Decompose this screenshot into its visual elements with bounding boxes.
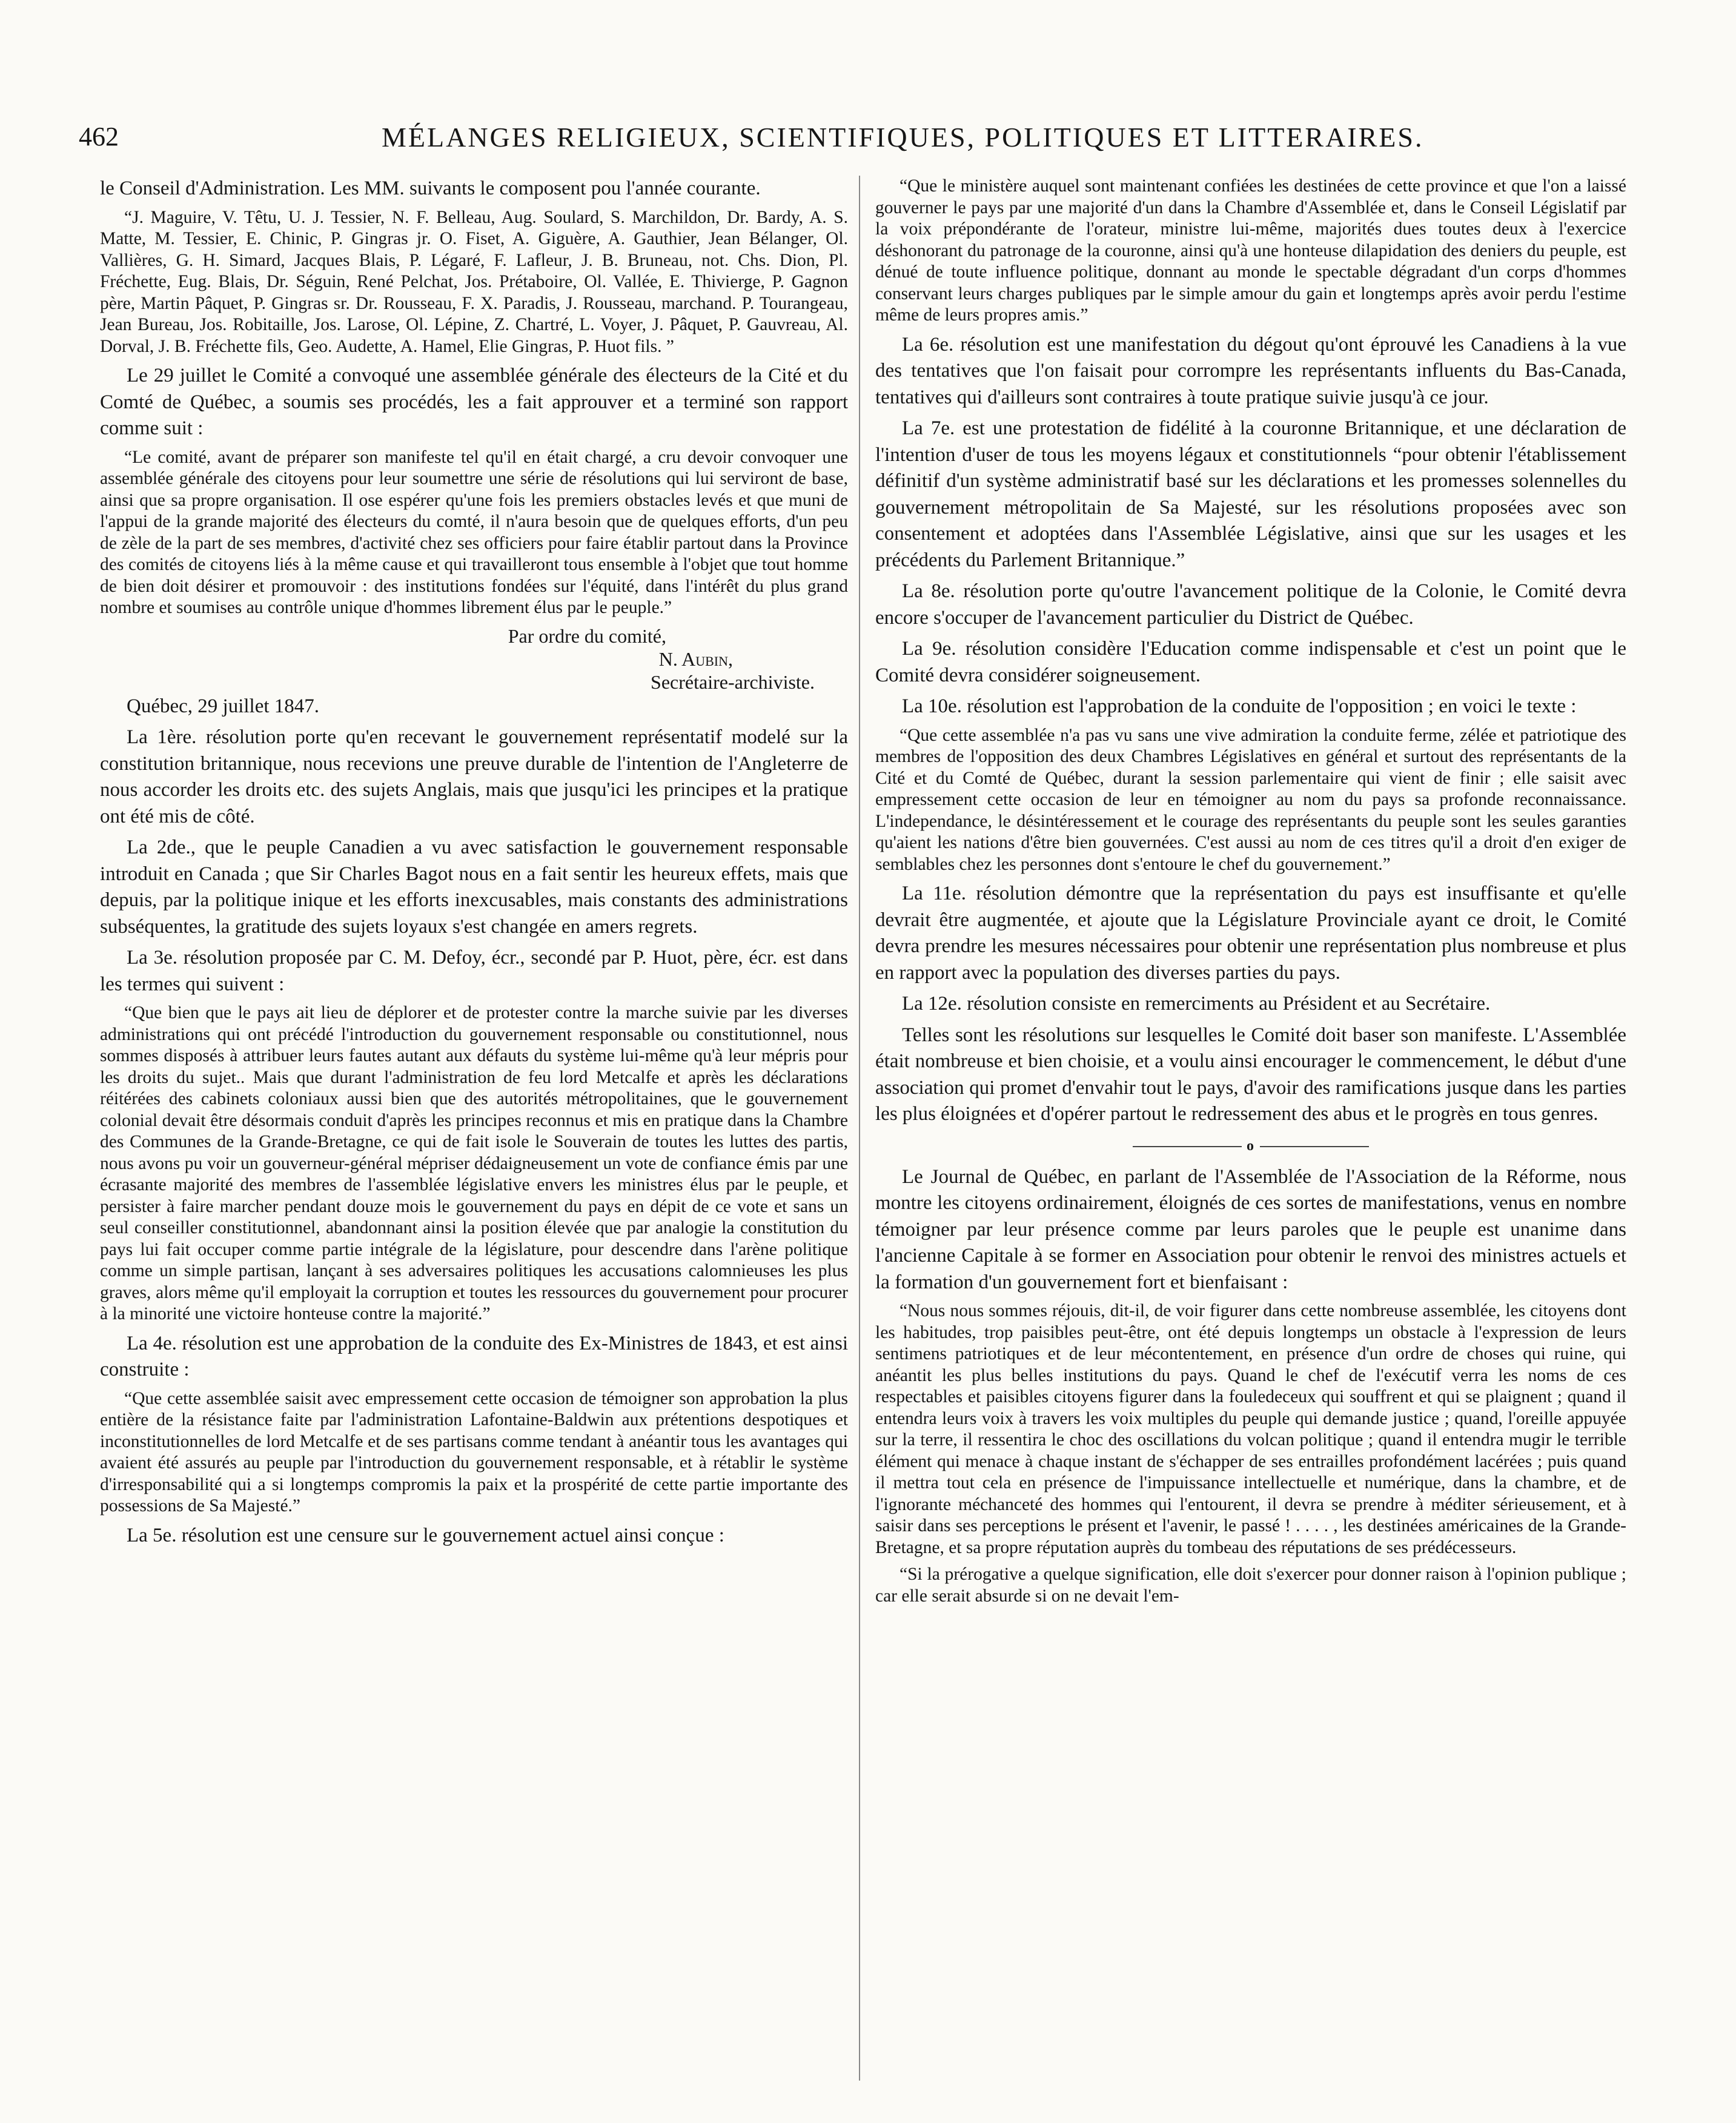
signature-line: Par ordre du comité, [508,624,666,647]
separator-mark: o [1247,1138,1255,1154]
column-divider [859,176,860,2081]
committee-quote: “Le comité, avant de préparer son manifeste tel qu'il en était chargé, a cru devoir convoquer une assemblée générale des citoyens pour leur soumettre une série de résolutions qui lui serviront de base, ainsi que sa propre organisation. Il ose espérer qu'une fois les premiers obstacles levés et que muni de l'appui de la grande majorité des électeurs du comté, il n'aura besoin que de quelques efforts, d'un peu de zèle de la part de ses membres, d'activité chez ses officiers pour faire établir partout dans la Province des comités de citoyens liés à la même cause et qui travailleront tous ensemble à l'objet que tout homme de bien doit désirer et promouvoir : des institutions fondées sur l'équité, dans l'intérêt du plus grand nombre et soumises au contrôle unique d'hommes librement élus par le peuple.” [100,447,848,617]
resolution-quote: “Que le ministère auquel sont maintenant confiées les destinées de cette province et que l'on a laissé gouverner le pays par une majorité d'un dans la Chambre d'Assemblée et, dans le Conseil Législatif par la voix prépondérante de l'orateur, ministre lui-même, majorités dues toutes deux à l'exercice déshonorant du patronage de la couronne, ainsi qu'à une honteuse dilapidation des deniers du peuple, est dénué de toute influence politique, donnant au monde le spectable dégradant d'un corps d'hommes conservant leurs charges publiques par le simple amour du gain et longtemps après avoir perdu l'estime même de leurs propres amis.” [875,176,1626,325]
paragraph: La 10e. résolution est l'approbation de la conduite de l'opposition ; en voici le texte : [902,695,1577,717]
resolution-quote: “Que cette assemblée saisit avec empressement cette occasion de témoigner son approbation la plus entière de la résistance faite par l'administration Lafontaine-Baldwin aux prétentions despotiques et inconstitutionnelles de lord Metcalfe et de ses partisans comme tendant à anéantir tous les avantages qui avaient été assurés au peuple par l'introduction du gouvernement responsable, et à rétablir le système d'irresponsabilité qui a si longtemps compromis la paix et la prospérité de cette partie importante des possessions de Sa Majesté.” [100,1388,848,1515]
paragraph: La 11e. résolution démontre que la représentation du pays est insuffisante et qu'elle devrait être augmentée, et ajoute que la Législature Provinciale ayant ce droit, le Comité devra prendre les mesures nécessaires pour obtenir une représentation plus nombreuse et plus en rapport avec la population des diverses parties du pays. [875,883,1626,984]
page-header [79,121,1617,170]
journal-quote: “Nous nous sommes réjouis, dit-il, de voir figurer dans cette nombreuse assemblée, les citoyens dont les habitudes, trop paisibles peut-être, ont été depuis longtemps un obstacle à l'expression de leurs sentimens patriotiques et de leur mécontentement, en présence d'un ordre de choses qui ruine, qui anéantit les plus belles institutions du pays. Quand le chef de l'exécutif verra les noms de ces respectables et paisibles citoyens figurer dans la fouledeceux qui souffrent et qui se plaignent ; quand il entendra leurs voix à travers les voix multiples du peuple qui demande justice ; quand, l'oreille appuyée sur la terre, il ressentira le choc des oscillations du volcan politique ; quand il entendra mugir le terrible élément qui menace à chaque instant de s'échapper de ses entrailles profondément lacérées ; puis quand il mettra tout cela en présence de l'impuissance intellectuelle et numérique, dans la chambre, et de l'ignorante méchanceté des hommes qui l'entourent, il devra se prendre à méditer sérieusement, et à saisir dans ses perceptions le présent et l'avenir, le passé ! . . . . , les destinées américaines de la Grande-Bretagne, et sa propre réputation auprès du tombeau des réputations de ses prédécesseurs. [875,1301,1626,1557]
section-separator [875,1134,1626,1158]
signature-name: N. Aubin, [658,647,733,670]
paragraph: le Conseil d'Administration. Les MM. suivants le composent pou l'année courante. [100,177,761,199]
paragraph: La 7e. est une protestation de fidélité à la couronne Britannique, et une déclaration de l'intention d'user de tous les moyens légaux et constitutionnels “pour obtenir l'établissement définitif d'un système administratif basé sur les déclarations et les promesses solennelles du gouvernement métropolitain de Sa Majesté, sur les résolutions proposées avec son consentement et adoptées dans l'Assemblée Législative, ainsi que sur les usages et les précédents du Parlement Britannique.” [875,417,1626,571]
member-list-quote: “J. Maguire, V. Têtu, U. J. Tessier, N. F. Belleau, Aug. Soulard, S. Marchildon, Dr. Bardy, A. S. Matte, M. Tessier, E. Chinic, P. Gingras jr. O. Fiset, A. Giguère, A. Gauthier, Jean Bélanger, Ol. Vallières, G. H. Simard, Jacques Blais, P. Légaré, F. Lafleur, J. B. Bruneau, not. Chs. Dion, Pl. Fréchette, Eug. Blais, Dr. Séguin, René Pelchat, Jos. Prétaboire, Ol. Vallée, E. Thivierge, P. Gagnon père, Martin Pâquet, P. Gingras sr. Dr. Rousseau, F. X. Paradis, J. Rousseau, marchand. P. Tourangeau, Jean Bureau, Jos. Robitaille, Jos. Larose, Ol. Lépine, Z. Chartré, L. Voyer, J. Pâquet, P. Gauvreau, Al. Dorval, J. B. Fréchette fils, Geo. Audette, A. Hamel, Elie Gingras, P. Huot fils. ” [100,207,848,356]
paragraph: La 1ère. résolution porte qu'en recevant le gouvernement représentatif modelé sur la constitution britannique, nous recevions une preuve durable de l'intention de l'Angleterre de nous accorder les droits etc. des sujets Anglais, mais que jusqu'ici les principes et la pratique ont été mis de côté. [100,726,848,827]
paragraph: La 5e. résolution est une censure sur le gouvernement actuel ainsi conçue : [127,1524,724,1546]
paragraph: Le Journal de Québec, en parlant de l'Assemblée de l'Association de la Réforme, nous montre les citoyens ordinairement, éloignés de ces sortes de manifestations, venus en nombre témoigner par leur présence comme par leurs paroles que le peuple est unanime dans l'ancienne Capitale à se former en Association pour obtenir le renvoi des ministres actuels et la formation d'un gouvernement fort et bienfaisant : [875,1165,1626,1293]
signature-title: Secrétaire-archiviste. [651,671,815,693]
dateline: Québec, 29 juillet 1847. [127,695,320,717]
running-title: MÉLANGES RELIGIEUX, SCIENTIFIQUES, POLITIQUES ET LITTERAIRES. [382,122,1424,153]
page-number: 462 [79,122,119,151]
journal-quote: “Si la prérogative a quelque signification, elle doit s'exercer pour donner raison à l'opinion publique ; car elle serait absurde si on ne devait l'em- [875,1565,1626,1606]
paragraph: Le 29 juillet le Comité a convoqué une assemblée générale des électeurs de la Cité et du Comté de Québec, a soumis ses procédés, les a fait approuver et a terminé son rapport comme suit : [100,365,848,439]
paragraph: La 8e. résolution porte qu'outre l'avancement politique de la Colonie, le Comité devra encore s'occuper de l'avancement particulier du District de Québec. [875,580,1626,629]
resolution-quote: “Que bien que le pays ait lieu de déplorer et de protester contre la marche suivie par les diverses administrations qui ont précédé l'introduction du gouvernement responsable ou constitutionnel, nous sommes disposés à attribuer leurs fautes autant aux défauts du système lui-même qu'à leur mépris pour les droits du sujet.. Mais que durant l'administration de feu lord Metcalfe et après les déclarations réitérées des cabinets coloniaux aussi bien que des autorités métropolitaines, que le gouvernement colonial devait être désormais conduit d'après les principes reconnus et mis en pratique dans la Chambre des Communes de la Grande-Bretagne, ce qui de fait isole le Souverain de toutes les luttes des partis, nous avons pu voir un gouverneur-général mépriser dédaigneusement un vote de confiance émis par une écrasante majorité des membres de l'assemblée législative envers les ministres élus par le peuple, et persister à faire marcher pendant douze mois le gouvernement du pays en dépit de ce vote et sans un seul conseiller constitutionnel, abandonnant ainsi la position élevée que par analogie la constitution du pays lui fait occuper comme partie intégrale de la législature, pour descendre dans l'arène politique comme un simple partisan, lançant à ses adversaires politiques les accusations calomnieuses les plus graves, alors même qu'il employait la corruption et toutes les ressources du gouvernement pour procurer à la minorité une victoire honteuse contre la majorité.” [100,1003,848,1323]
paragraph: La 3e. résolution proposée par C. M. Defoy, écr., secondé par P. Huot, père, écr. est dans les termes qui suivent : [100,947,848,995]
paragraph: La 9e. résolution considère l'Education comme indispensable et c'est un point que le Comité devra considérer soigneusement. [875,638,1626,686]
paragraph: La 6e. résolution est une manifestation du dégout qu'ont éprouvé les Canadiens à la vue des tentatives que l'on faisait pour corrompre les représentants influents du Bas-Canada, tentatives qui d'ailleurs sont contraires à toute pratique suivie jusqu'à ce jour. [875,333,1626,408]
resolution-quote: “Que cette assemblée n'a pas vu sans une vive admiration la conduite ferme, zélée et patriotique des membres de l'opposition des deux Chambres Législatives en général et surtout des représentants de la Cité et du Comté de Québec, durant la session parlementaire qui vient de finir ; elle saisit avec empressement cette occasion de leur en témoigner au nom du pays sa profonde reconnaissance. L'independance, le désintéressement et le courage des représentants du peuple sont les seules garanties qu'aient les nations d'être bien gouvernées. C'est aussi au nom de ces titres qu'il a droit d'en exiger de semblables chez les personnes dont s'entoure le chef du gouvernement.” [875,725,1626,874]
right-column [875,176,1626,2084]
paragraph: La 4e. résolution est une approbation de la conduite des Ex-Ministres de 1843, et est ainsi construite : [100,1332,848,1380]
paragraph: La 2de., que le peuple Canadien a vu avec satisfaction le gouvernement responsable introduit en Canada ; que Sir Charles Bagot nous en a fait sentir les heureux effets, mais que depuis, par la politique inique et les efforts inexcusables, mais constants des administrations subséquentes, la gratitude des sujets loyaux s'est changée en amers regrets. [100,836,848,938]
left-column [100,176,848,2084]
paragraph: La 12e. résolution consiste en remerciments au Président et au Secrétaire. [902,993,1491,1015]
paragraph: Telles sont les résolutions sur lesquelles le Comité doit baser son manifeste. L'Assemblée était nombreuse et bien choisie, et a voulu ainsi encourager le commencement, le début d'une association qui promet d'envahir tout le pays, d'avoir des ramifications jusque dans les parties les plus éloignées et d'opérer partout le redressement des abus et le progrès en tous genres. [875,1024,1626,1125]
